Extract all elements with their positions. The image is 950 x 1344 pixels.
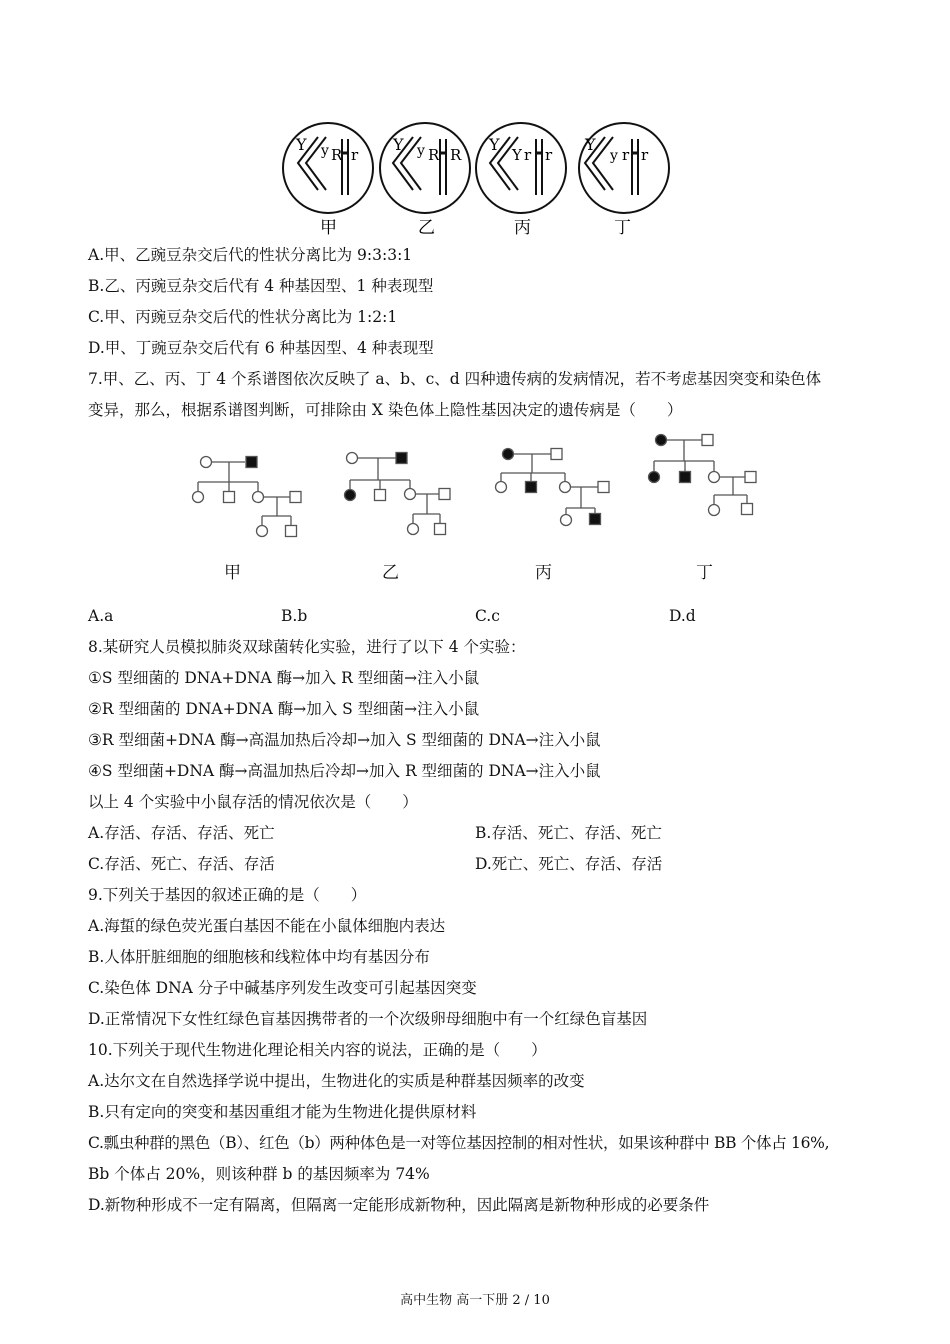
q8-step-3: ③R 型细菌+DNA 酶→高温加热后冷却→加入 S 型细菌的 DNA→注入小鼠 [88, 731, 601, 749]
q10-option-b: B.只有定向的突变和基因重组才能为生物进化提供原材料 [88, 1103, 477, 1121]
gene-label: R [450, 146, 462, 164]
q9-option-a: A.海蜇的绿色荧光蛋白基因不能在小鼠体细胞内表达 [88, 917, 446, 935]
q6-option-b: B.乙、丙豌豆杂交后代有 4 种基因型、1 种表现型 [88, 277, 434, 295]
q10-option-c-line2: Bb 个体占 20%，则该种群 b 的基因频率为 74% [88, 1165, 430, 1183]
q9-option-c: C.染色体 DNA 分子中碱基序列发生改变可引起基因突变 [88, 979, 477, 997]
pedigree-label: 丁 [696, 563, 713, 583]
pedigree-bing [496, 449, 610, 526]
q7-stem-line2: 变异，那么，根据系谱图判断，可排除由 X 染色体上隐性基因决定的遗传病是（ ） [88, 401, 683, 419]
cell-label: 丁 [614, 218, 631, 238]
q8-option-a: A.存活、存活、存活、死亡 [88, 824, 275, 842]
q8-step-2: ②R 型细菌的 DNA+DNA 酶→加入 S 型细菌→注入小鼠 [88, 700, 480, 718]
q9-stem: 9.下列关于基因的叙述正确的是（ ） [88, 886, 367, 904]
gene-label: r [641, 146, 649, 164]
q8-stem: 8.某研究人员模拟肺炎双球菌转化实验，进行了以下 4 个实验： [88, 638, 526, 656]
q8-step-1: ①S 型细菌的 DNA+DNA 酶→加入 R 型细菌→注入小鼠 [88, 669, 480, 687]
q6-option-d: D.甲、丁豌豆杂交后代有 6 种基因型、4 种表现型 [88, 339, 434, 357]
q8-option-b: B.存活、死亡、存活、死亡 [475, 824, 662, 842]
gene-label: y [610, 148, 618, 164]
pedigree-label: 甲 [224, 563, 241, 583]
cell-label: 乙 [418, 218, 435, 238]
gene-label: Y [393, 135, 404, 154]
gene-label: y [321, 143, 329, 159]
cell-diagram [0, 115, 950, 240]
gene-label: R [428, 146, 440, 164]
pedigree-label: 乙 [382, 563, 399, 583]
q7-option-c: C.c [475, 607, 500, 625]
q8-step-4: ④S 型细菌+DNA 酶→高温加热后冷却→加入 R 型细菌的 DNA→注入小鼠 [88, 762, 601, 780]
pedigree-diagram [0, 428, 950, 588]
cell-label: 甲 [320, 218, 337, 238]
pedigree-jia [193, 457, 302, 537]
cell-label: 丙 [514, 218, 531, 238]
q8-question: 以上 4 个实验中小鼠存活的情况依次是（ ） [88, 793, 418, 811]
q9-option-d: D.正常情况下女性红绿色盲基因携带者的一个次级卵母细胞中有一个红绿色盲基因 [88, 1010, 648, 1028]
q6-option-a: A.甲、乙豌豆杂交后代的性状分离比为 9:3:3:1 [88, 246, 413, 264]
q8-option-d: D.死亡、死亡、存活、存活 [475, 855, 663, 873]
page-footer: 高中生物 高一下册 2 / 10 [400, 1293, 550, 1308]
pedigree-label: 丙 [535, 563, 552, 583]
q10-option-d: D.新物种形成不一定有隔离，但隔离一定能形成新物种，因此隔离是新物种形成的必要条件 [88, 1196, 710, 1214]
q7-stem-line1: 7.甲、乙、丙、丁 4 个系谱图依次反映了 a、b、c、d 四种遗传病的发病情况，若不考虑基因突变和染色体 [88, 370, 822, 388]
q7-option-b: B.b [281, 607, 308, 625]
cell-ding [579, 123, 669, 238]
cell-yi [380, 123, 470, 238]
q7-option-a: A.a [88, 607, 114, 625]
gene-label: r [524, 146, 532, 164]
q10-stem: 10.下列关于现代生物进化理论相关内容的说法，正确的是（ ） [88, 1041, 547, 1059]
gene-label: r [351, 146, 359, 164]
q8-option-c: C.存活、死亡、存活、存活 [88, 855, 275, 873]
gene-label: Y [512, 146, 522, 164]
cell-bing [476, 123, 566, 238]
q10-option-a: A.达尔文在自然选择学说中提出，生物进化的实质是种群基因频率的改变 [88, 1072, 585, 1090]
cell-jia [283, 123, 373, 238]
gene-label: Y [296, 135, 307, 154]
q9-option-b: B.人体肝脏细胞的细胞核和线粒体中均有基因分布 [88, 948, 430, 966]
gene-label: r [622, 146, 630, 164]
q10-option-c-line1: C.瓢虫种群的黑色（B）、红色（b）两种体色是一对等位基因控制的相对性状，如果该种群中 BB 个体占 16%, [88, 1134, 830, 1152]
pedigree-ding [649, 435, 757, 516]
gene-label: R [331, 146, 343, 164]
pedigree-yi [345, 453, 451, 535]
q7-option-d: D.d [669, 607, 696, 625]
gene-label: Y [585, 135, 596, 154]
gene-label: r [545, 146, 553, 164]
q6-option-c: C.甲、丙豌豆杂交后代的性状分离比为 1:2:1 [88, 308, 398, 326]
gene-label: y [417, 143, 425, 159]
gene-label: Y [489, 135, 500, 154]
